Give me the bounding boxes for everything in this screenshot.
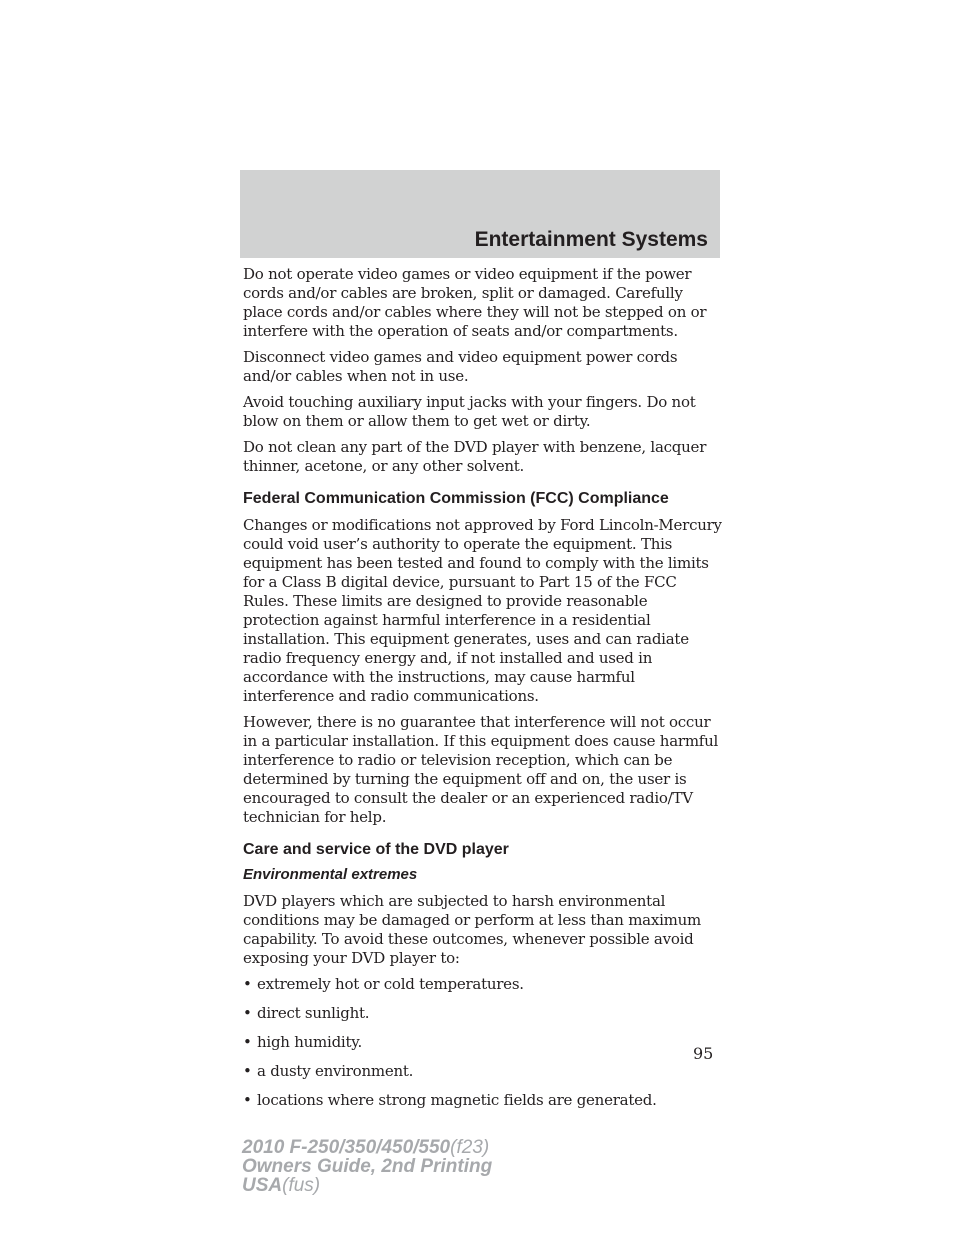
list-item-text: locations where strong magnetic fields are generated. [257, 1091, 657, 1109]
bullet-icon: • [243, 1004, 252, 1022]
list-item-text: direct sunlight. [257, 1004, 370, 1022]
bullet-icon: • [243, 1062, 252, 1080]
paragraph: Changes or modifications not approved by Ford Lincoln-Mercury could void user’s authority to operate the equipment. This equipment has been tested and found to comply with the limits for a Class B digital device, pursuant to Part 15 of the FCC Rules. These limits are designed to provide reasonable protection against harmful interference in a residential installation. This equipment generates, uses and can radiate radio frequency energy and, if not installed and used in accordance with the instructions, may cause harmful interference and radio communications. [243, 516, 722, 705]
list-item-text: a dusty environment. [257, 1062, 414, 1080]
footer-print-info [242, 1138, 492, 1195]
page-content [243, 265, 723, 1120]
paragraph: Avoid touching auxiliary input jacks with your fingers. Do not blow on them or allow them to get wet or dirty. [243, 393, 696, 430]
footer-line-1 [242, 1138, 492, 1157]
page-number: 95 [693, 1044, 714, 1063]
section-header-band [240, 170, 720, 258]
environmental-subheading: Environmental extremes [243, 866, 418, 883]
footer-line-2: Owners Guide, 2nd Printing [242, 1156, 493, 1177]
footer-model: 2010 F-250/350/450/550 [242, 1137, 451, 1158]
paragraph: Do not operate video games or video equipment if the power cords and/or cables are broken, split or damaged. Carefully place cords and/or cables where they will not be stepped on or interfere with the operation of seats and/or compartments. [243, 265, 707, 340]
footer-region-code: (fus) [282, 1175, 321, 1196]
list-item [243, 975, 723, 994]
list-item-text: extremely hot or cold temperatures. [257, 975, 524, 993]
list-item [243, 1004, 723, 1023]
list-item [243, 1091, 723, 1110]
paragraph: However, there is no guarantee that interference will not occur in a particular installation. If this equipment does cause harmful interference to radio or television reception, which can be determined by turning the equipment off and on, the user is encouraged to consult the dealer or an experienced radio/TV technician for help. [243, 713, 719, 826]
footer-model-code: (f23) [450, 1137, 490, 1158]
paragraph: Do not clean any part of the DVD player with benzene, lacquer thinner, acetone, or any other solvent. [243, 438, 707, 475]
list-item [243, 1033, 723, 1052]
paragraph: DVD players which are subjected to harsh environmental conditions may be damaged or perform at less than maximum capability. To avoid these outcomes, whenever possible avoid exposing your DVD player to: [243, 892, 701, 967]
footer-region: USA [242, 1175, 283, 1196]
list-item [243, 1062, 723, 1081]
care-heading: Care and service of the DVD player [243, 841, 509, 858]
bullet-icon: • [243, 1033, 252, 1051]
section-title: Entertainment Systems [474, 228, 708, 251]
footer-line-3 [242, 1176, 492, 1195]
list-item-text: high humidity. [257, 1033, 363, 1051]
bullet-list [243, 975, 723, 1110]
bullet-icon: • [243, 1091, 252, 1109]
bullet-icon: • [243, 975, 252, 993]
paragraph: Disconnect video games and video equipment power cords and/or cables when not in use. [243, 348, 678, 385]
fcc-heading: Federal Communication Commission (FCC) Compliance [243, 490, 669, 507]
